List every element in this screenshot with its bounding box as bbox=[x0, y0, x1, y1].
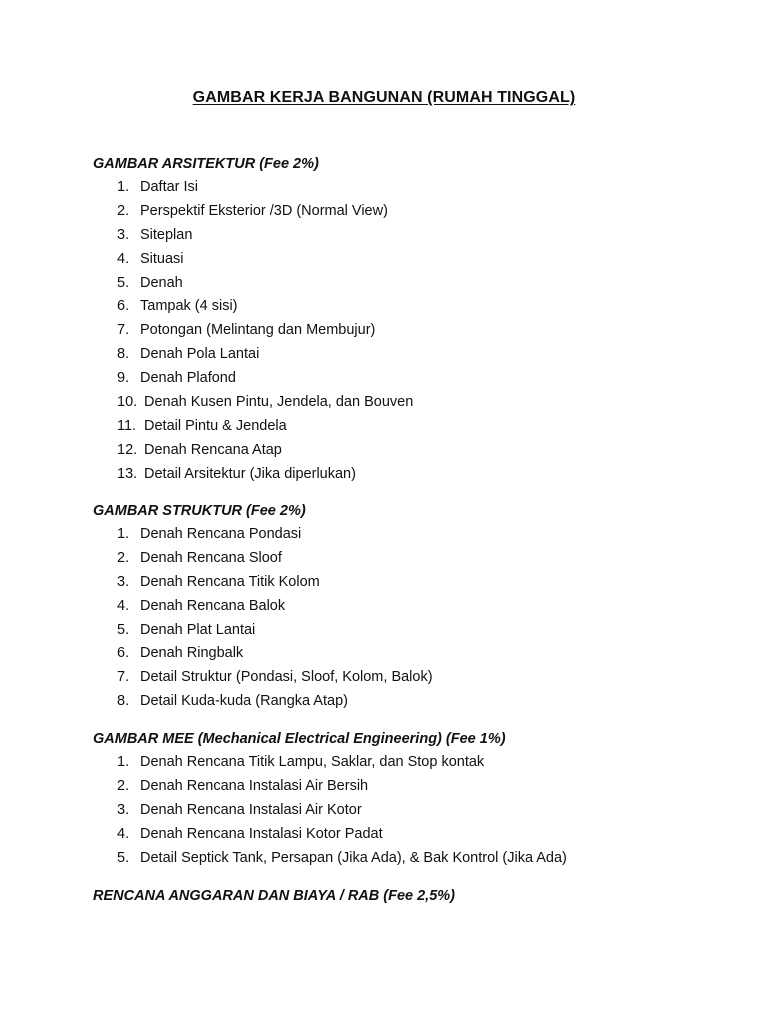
item-number: 8. bbox=[117, 346, 130, 363]
list-item bbox=[93, 619, 733, 643]
item-label: Detail Struktur (Pondasi, Sloof, Kolom, Balok) bbox=[140, 669, 433, 686]
item-label: Situasi bbox=[140, 250, 184, 267]
item-number: 4. bbox=[117, 250, 130, 267]
item-label: Potongan (Melintang dan Membujur) bbox=[140, 322, 376, 339]
section-heading: GAMBAR ARSITEKTUR (Fee 2%) bbox=[93, 156, 319, 172]
item-number: 7. bbox=[117, 322, 130, 339]
item-label: Detail Pintu & Jendela bbox=[144, 417, 287, 434]
list-item bbox=[93, 200, 733, 224]
item-number: 13. bbox=[117, 465, 138, 482]
item-number: 12. bbox=[117, 441, 138, 458]
list-item bbox=[93, 847, 733, 871]
item-list bbox=[93, 176, 733, 487]
list-item bbox=[93, 523, 733, 547]
list-item bbox=[93, 415, 733, 439]
list-item bbox=[93, 391, 733, 415]
section-heading: GAMBAR MEE (Mechanical Electrical Engineering) (Fee 1%) bbox=[93, 731, 506, 747]
list-item bbox=[93, 571, 733, 595]
list-item bbox=[93, 547, 733, 571]
item-number: 3. bbox=[117, 226, 130, 243]
item-label: Tampak (4 sisi) bbox=[140, 298, 238, 315]
list-item bbox=[93, 823, 733, 847]
item-number: 3. bbox=[117, 573, 130, 590]
item-label: Denah bbox=[140, 274, 183, 291]
item-list bbox=[93, 751, 733, 870]
item-number: 7. bbox=[117, 669, 130, 686]
list-item bbox=[93, 666, 733, 690]
item-number: 1. bbox=[117, 179, 130, 195]
item-label: Denah Rencana Instalasi Air Bersih bbox=[140, 777, 369, 794]
item-label: Denah Rencana Sloof bbox=[140, 549, 282, 566]
list-item bbox=[93, 595, 733, 619]
item-number: 1. bbox=[117, 526, 130, 542]
section-mee bbox=[93, 727, 733, 870]
item-number: 2. bbox=[117, 202, 130, 219]
document-title: GAMBAR KERJA BANGUNAN (RUMAH TINGGAL) bbox=[192, 89, 576, 106]
list-item bbox=[93, 343, 733, 367]
list-item bbox=[93, 439, 733, 463]
item-number: 6. bbox=[117, 298, 130, 315]
list-item bbox=[93, 248, 733, 272]
item-label: Denah Rencana Pondasi bbox=[140, 526, 302, 542]
item-number: 6. bbox=[117, 645, 130, 662]
item-number: 2. bbox=[117, 777, 130, 794]
item-number: 4. bbox=[117, 825, 130, 842]
list-item bbox=[93, 642, 733, 666]
list-item bbox=[93, 690, 733, 714]
item-label: Denah Pola Lantai bbox=[140, 346, 260, 363]
list-item bbox=[93, 295, 733, 319]
item-number: 5. bbox=[117, 621, 130, 638]
item-label: Detail Arsitektur (Jika diperlukan) bbox=[144, 465, 356, 482]
item-label: Denah Rencana Titik Kolom bbox=[140, 573, 320, 590]
item-label: Denah Plat Lantai bbox=[140, 621, 256, 638]
item-label: Denah Rencana Titik Lampu, Saklar, dan Stop kontak bbox=[140, 754, 485, 770]
list-item bbox=[93, 272, 733, 296]
list-item bbox=[93, 799, 733, 823]
item-number: 3. bbox=[117, 801, 130, 818]
item-number: 5. bbox=[117, 274, 130, 291]
item-label: Detail Septick Tank, Persapan (Jika Ada), & Bak Kontrol (Jika Ada) bbox=[140, 849, 567, 866]
list-item bbox=[93, 463, 733, 487]
list-item bbox=[93, 751, 733, 775]
item-label: Denah Rencana Atap bbox=[144, 441, 282, 458]
item-label: Detail Kuda-kuda (Rangka Atap) bbox=[140, 693, 348, 710]
list-item bbox=[93, 319, 733, 343]
item-list bbox=[93, 523, 733, 714]
list-item bbox=[93, 367, 733, 391]
list-item bbox=[93, 176, 733, 200]
item-label: Denah Ringbalk bbox=[140, 645, 244, 662]
item-label: Denah Kusen Pintu, Jendela, dan Bouven bbox=[144, 394, 414, 411]
section-heading: RENCANA ANGGARAN DAN BIAYA / RAB (Fee 2,5%) bbox=[93, 888, 455, 904]
section-struktur bbox=[93, 499, 733, 714]
section-arsitektur bbox=[93, 152, 733, 487]
item-number: 2. bbox=[117, 549, 130, 566]
item-label: Denah Rencana Instalasi Air Kotor bbox=[140, 801, 362, 818]
item-number: 11. bbox=[117, 417, 137, 434]
item-number: 5. bbox=[117, 849, 130, 866]
item-label: Denah Rencana Balok bbox=[140, 597, 286, 614]
item-label: Denah Plafond bbox=[140, 370, 236, 387]
item-label: Siteplan bbox=[140, 226, 193, 243]
list-item bbox=[93, 775, 733, 799]
item-number: 4. bbox=[117, 597, 130, 614]
item-number: 9. bbox=[117, 370, 130, 387]
item-number: 10. bbox=[117, 394, 138, 411]
item-label: Denah Rencana Instalasi Kotor Padat bbox=[140, 825, 383, 842]
item-label: Perspektif Eksterior /3D (Normal View) bbox=[140, 202, 388, 219]
item-label: Daftar Isi bbox=[140, 179, 199, 195]
list-item bbox=[93, 224, 733, 248]
section-rab bbox=[93, 884, 733, 908]
section-heading: GAMBAR STRUKTUR (Fee 2%) bbox=[93, 503, 306, 519]
item-number: 8. bbox=[117, 693, 130, 710]
item-number: 1. bbox=[117, 754, 130, 770]
